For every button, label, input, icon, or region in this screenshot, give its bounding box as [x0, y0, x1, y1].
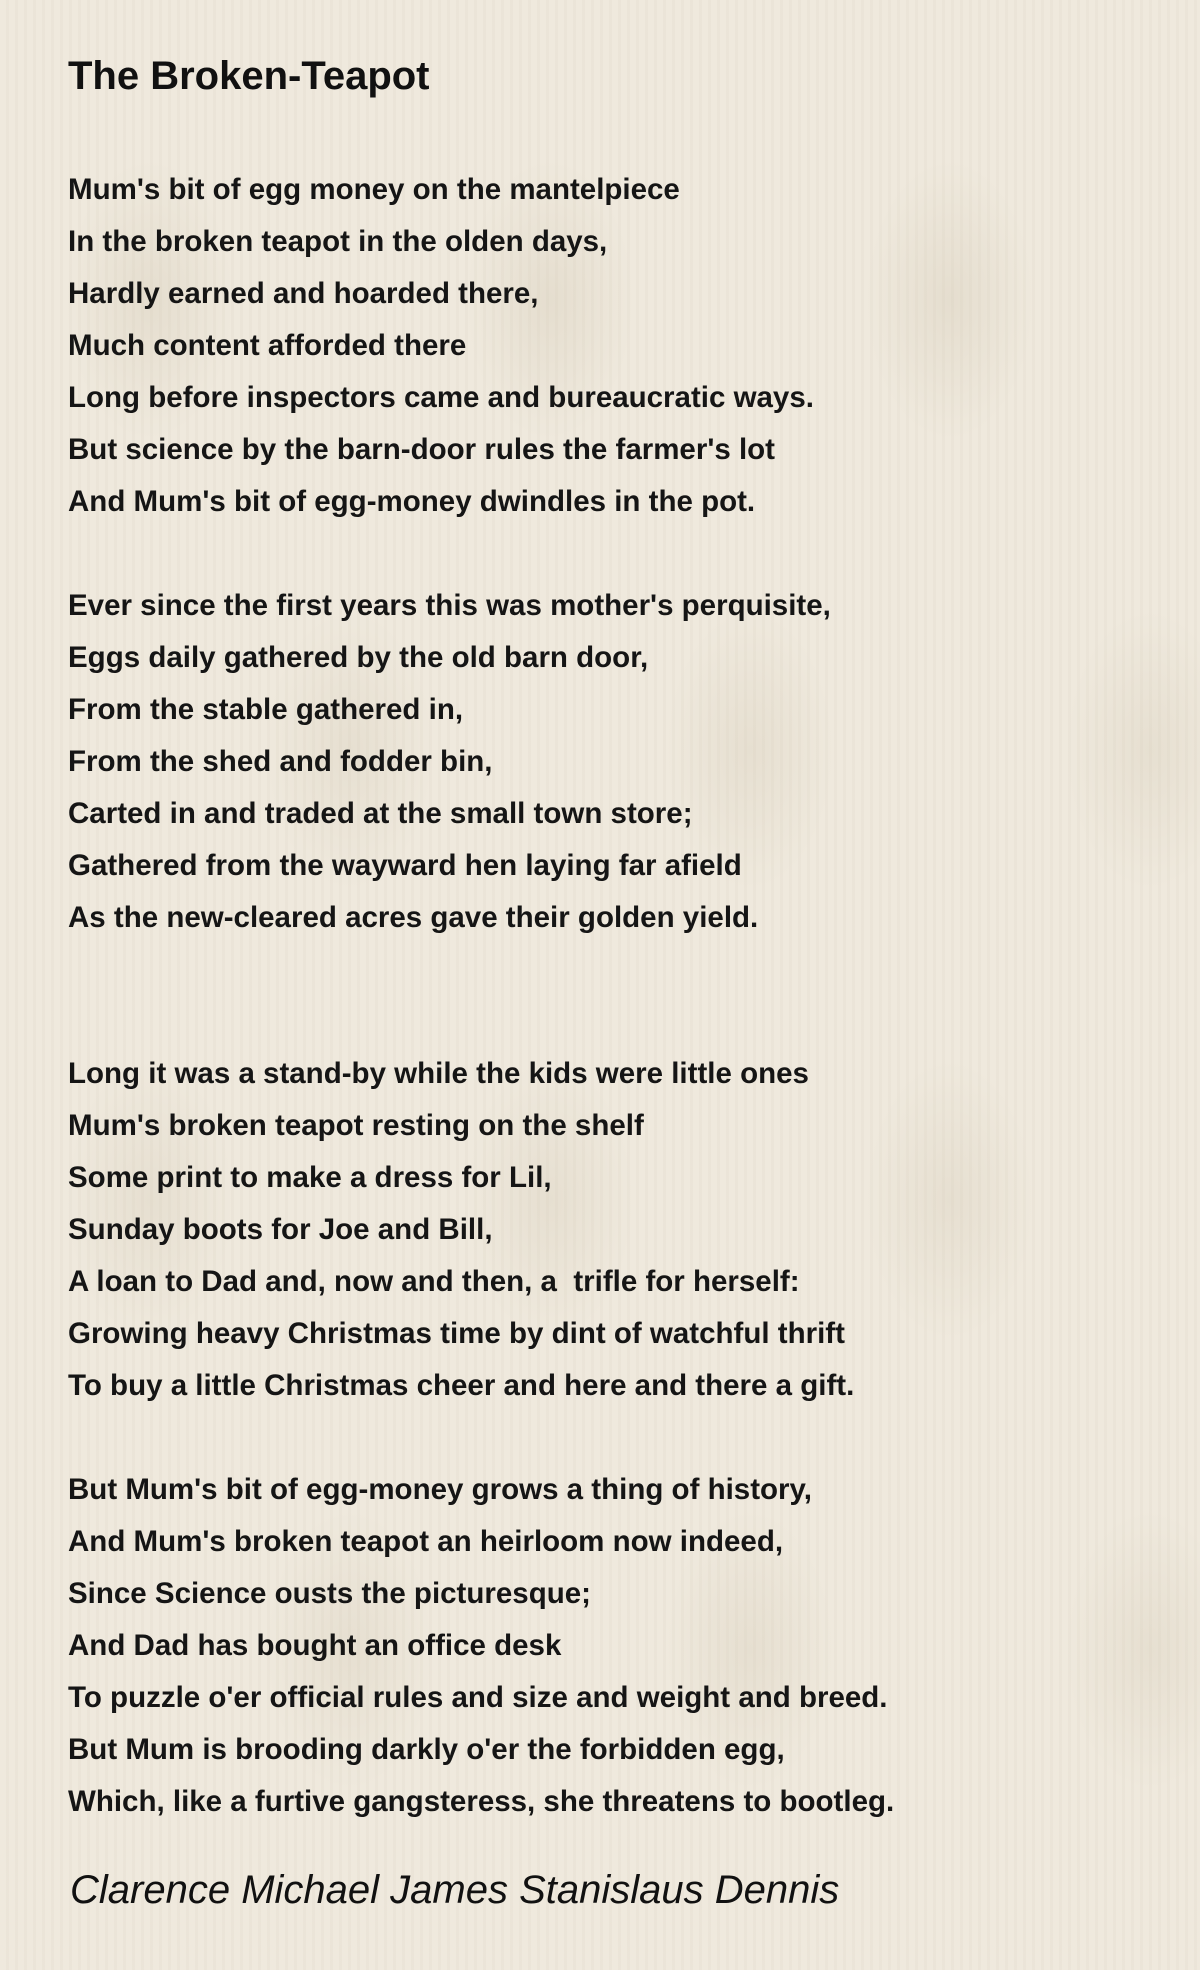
poem-line: But Mum is brooding darkly o'er the forbidden egg,	[68, 1733, 785, 1766]
poem-page	[68, 48, 1148, 1828]
poem-line: As the new-cleared acres gave their golden yield.	[68, 901, 759, 934]
stanza-3	[68, 1048, 1148, 1412]
poem-line: Much content afforded there	[68, 329, 467, 362]
poem-line: A loan to Dad and, now and then, a trifle for herself:	[68, 1265, 800, 1298]
poem-line: Mum's broken teapot resting on the shelf	[68, 1109, 644, 1142]
stanza-break	[68, 528, 1148, 580]
poem-line: Mum's bit of egg money on the mantelpiece	[68, 173, 680, 206]
poem-line: Since Science ousts the picturesque;	[68, 1577, 591, 1610]
poem-line: From the shed and fodder bin,	[68, 745, 493, 778]
stanza-break	[68, 944, 1148, 1048]
stanza-1	[68, 164, 1148, 528]
poem-line: Long it was a stand-by while the kids were little ones	[68, 1057, 809, 1090]
poem-body	[68, 164, 1148, 1828]
poem-line: Hardly earned and hoarded there,	[68, 277, 539, 310]
poem-author: Clarence Michael James Stanislaus Dennis	[70, 1868, 840, 1912]
poem-title: The Broken-Teapot	[68, 54, 430, 98]
poem-line: Gathered from the wayward hen laying far afield	[68, 849, 742, 882]
poem-line: But Mum's bit of egg-money grows a thing of history,	[68, 1473, 812, 1506]
poem-line: Carted in and traded at the small town store;	[68, 797, 693, 830]
poem-line: To puzzle o'er official rules and size and weight and breed.	[68, 1681, 888, 1714]
poem-line: In the broken teapot in the olden days,	[68, 225, 608, 258]
stanza-2	[68, 580, 1148, 944]
poem-line: Growing heavy Christmas time by dint of watchful thrift	[68, 1317, 845, 1350]
poem-line: But science by the barn-door rules the farmer's lot	[68, 433, 775, 466]
poem-line: Sunday boots for Joe and Bill,	[68, 1213, 493, 1246]
poem-line: And Mum's broken teapot an heirloom now indeed,	[68, 1525, 784, 1558]
stanza-4	[68, 1464, 1148, 1828]
poem-line: Eggs daily gathered by the old barn door,	[68, 641, 649, 674]
poem-line: To buy a little Christmas cheer and here and there a gift.	[68, 1369, 855, 1402]
poem-line: From the stable gathered in,	[68, 693, 464, 726]
stanza-break	[68, 1412, 1148, 1464]
poem-line: Which, like a furtive gangsteress, she threatens to bootleg.	[68, 1785, 895, 1818]
poem-line: Long before inspectors came and bureaucratic ways.	[68, 381, 814, 414]
poem-line: Ever since the first years this was mother's perquisite,	[68, 589, 831, 622]
poem-line: Some print to make a dress for Lil,	[68, 1161, 552, 1194]
poem-line: And Dad has bought an office desk	[68, 1629, 562, 1662]
poem-line: And Mum's bit of egg-money dwindles in the pot.	[68, 485, 756, 518]
